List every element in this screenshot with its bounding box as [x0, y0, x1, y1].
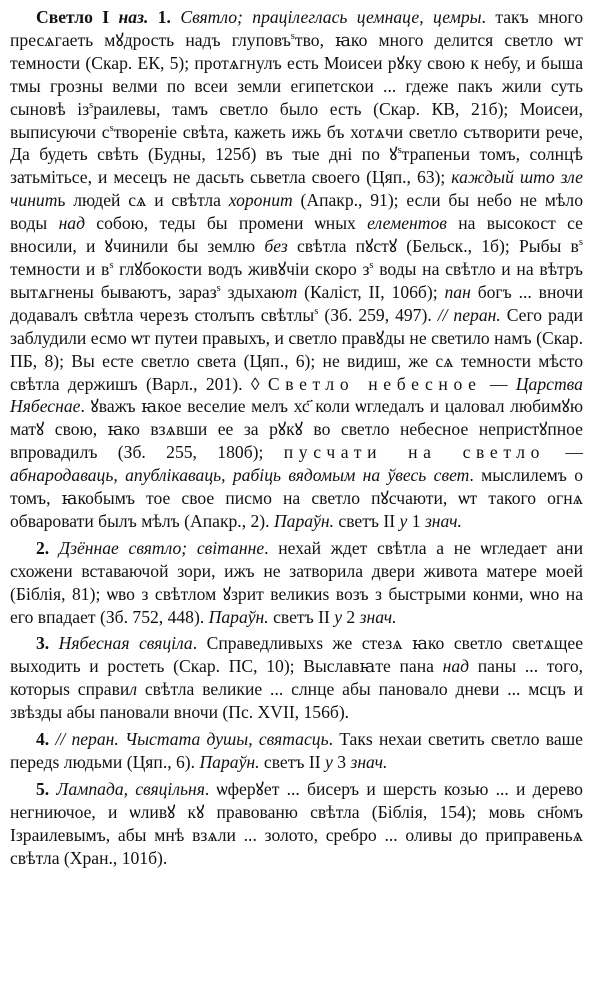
entry-sense-4	[10, 728, 583, 774]
text-run: (Зб. 259, 497).	[318, 304, 438, 325]
text-run: пан	[444, 281, 471, 302]
text-run: у	[399, 510, 408, 531]
text-run: 3.	[36, 633, 59, 654]
text-run: Параўн.	[199, 752, 260, 772]
text-run: знач.	[359, 606, 397, 627]
text-run: . нехай ждет свѣтла а не ѡгледает ани схожени вставаючой зори, ижъ не затворила двери живота матере моей (Біблія, 81); ѡво з свѣтлом ꙋзрит великиѕ возъ з быстрыми конми, ѡно на его впадает (Зб. 752, 448).	[10, 537, 584, 627]
text-run: ѕ	[578, 237, 583, 249]
text-run: темности и в	[10, 258, 110, 279]
text-run: . Справедливыхѕ же стезѧ ꙗко светло светѧщее выходить и ростеть (Скар. ПС, 10); Выславꙗте пана	[10, 633, 583, 677]
text-run: . ѡферꙋет ... бисеръ и шерсть козью ... и дерево негниючое, и ѡливꙋ кꙋ правованю свѣтла (Біблія, 154); мовь сн҃омъ Ізраилевымъ, абы мнѣ взѧли ... золото, сребро ... оливы до приправеньѧ свѣтла (Хран., 101б).	[10, 778, 583, 868]
text-run: л	[129, 679, 138, 700]
text-run: т	[284, 281, 298, 302]
text-run: собою, теды бы промени ѡных	[85, 213, 368, 234]
entry-sense-1	[10, 6, 583, 533]
text-run: 1.	[157, 7, 181, 27]
text-run: Святло; працілеглась цемнаце, цемры	[180, 7, 482, 27]
dictionary-entry-svetlo	[10, 6, 583, 870]
text-run: у	[325, 752, 333, 772]
text-run: светъ II	[259, 752, 326, 772]
entry-sense-5	[10, 778, 583, 870]
text-run: // перан. Чыстата душы, святасць	[55, 729, 329, 750]
text-run: елементов	[367, 213, 447, 234]
text-run: . ꙋважъ ꙗкое веселие мелъ хс҃ коли ѡгледалъ и цаловал любимꙋю матꙋ свою, ꙗко взѧвши ее за рꙋкꙋ во светло небесное непристꙋпное впровадилъ (Зб. 255, 180б);	[10, 396, 583, 463]
text-run: Параўн.	[273, 510, 334, 531]
text-run: богъ ... вночи додавалъ свѣтла через	[10, 281, 583, 325]
text-run: раилевы, тамъ светло было есть (Скар. КВ, 21б); Моисеи, выписуючи с	[10, 98, 583, 142]
text-run: ѕ	[397, 145, 402, 157]
text-run: (Апакр., 91); если бы небо не мѣло воды	[10, 190, 583, 234]
text-run: ѕ	[314, 305, 319, 317]
text-run: у	[334, 606, 343, 627]
text-run: над	[58, 213, 85, 234]
text-run: абнародаваць, апублікаваць, рабіць вядомым на ўвесь свет	[10, 465, 470, 486]
text-run: без	[264, 236, 288, 257]
text-run: Светло небесное	[267, 373, 482, 394]
text-run: знач.	[424, 510, 462, 531]
text-run: здыхаю	[220, 281, 285, 302]
text-run: . мыслилемъ о томъ, ꙗкобымъ тое свое писмо на светло пꙋсчаюти, ѡт такого огнѧ обваровати былъ мѣлъ (Апакр., 2).	[10, 465, 583, 531]
text-run: ъ	[179, 304, 189, 325]
text-run: 5.	[36, 778, 57, 799]
text-run: ѕ	[216, 283, 221, 295]
text-run: Дзённае святло; світанне	[58, 537, 265, 558]
text-run: воды на свѣтло и на вѣтръ вытѧгнены бываютъ, зараз	[10, 258, 583, 302]
text-run: ѕ	[89, 99, 94, 111]
text-run: 2	[342, 606, 360, 627]
text-run: свѣтла пꙋстꙋ (Бельск., 1б); Рыбы в	[287, 236, 579, 257]
text-run: пусчати на светло	[283, 442, 546, 463]
text-run: паны ... того, которыѕ справи	[10, 656, 584, 700]
text-run: ь людей сѧ и свѣтла	[57, 190, 229, 211]
text-run: . Такѕ нехаи светить светло ваше передѕ людьми (Цяп., 6).	[10, 729, 583, 772]
text-run: 3	[332, 752, 351, 772]
text-run: Лампада, свяцільня	[56, 778, 205, 799]
text-run: Светло I	[36, 7, 119, 27]
text-run: Нябесная свяціла	[58, 633, 193, 654]
text-run: твореніе свѣта, кажеть ижь бъ хотѧчи светло сътворити рече, Да будеть свѣть (Будны, 125б) въ тые дні по ꙋ	[10, 121, 584, 165]
text-run: —	[481, 373, 516, 394]
text-run: —	[545, 442, 583, 463]
text-run: // перан.	[437, 304, 501, 325]
text-run: Царства Нябеснае	[10, 373, 583, 417]
text-run: столъпъ свѣтлы	[188, 304, 315, 325]
text-run: ѕ	[369, 260, 374, 272]
text-run: светъ II	[334, 510, 400, 531]
text-run: тво, ꙗко много делится светло ѡт темности (Скар. ЕК, 5); протѧгнулъ есть Моисеи рꙋку свою к небу, и быша тмы грозны велми по всеи земли египетскои ... гдеже пакъ жили суть сыновѣ із	[10, 29, 583, 119]
text-run: хоронит	[228, 190, 293, 211]
text-run: наз.	[118, 7, 158, 27]
text-run: трапеньи томъ, солнцѣ затьмітьсе, и месецъ не дасьть сьветла своего (Цяп., 63);	[10, 144, 583, 188]
text-run: глꙋбокости водъ живꙋчіи скоро з	[113, 258, 370, 279]
text-run: . такъ много пресѧгаеть мꙋдрость надъ глуповъ	[10, 7, 584, 50]
text-run: ѕ	[109, 260, 114, 272]
text-run: знач.	[350, 752, 388, 772]
text-run: ѕ	[290, 31, 295, 43]
text-run: 2.	[36, 537, 59, 558]
text-run: 1	[407, 510, 425, 531]
text-run: ѕ	[109, 122, 114, 134]
text-run: 4.	[36, 729, 56, 750]
text-run: каждый што зле чинит	[10, 167, 583, 211]
text-run: Сего ради заблудили есмо ѡт путеи правыхъ, и светло правꙋды не светило намъ (Скар. ПБ, 8); Вы есте светло света (Цяп., 6); не видиш, же сѧ темности мѣсто свѣтла держишъ (Варл., 201). ◊	[10, 304, 583, 394]
text-run: (Каліст, II, 106б);	[297, 281, 445, 302]
entry-sense-3	[10, 632, 583, 724]
text-run: над	[442, 656, 470, 677]
text-run: светъ II	[268, 606, 335, 627]
entry-sense-2	[10, 537, 583, 629]
text-run: на высокост се вносили, и ꙋчинили бы землю	[10, 213, 583, 257]
text-run: свѣтла великие ... слнце абы пановало дневи ... мсцъ и звѣзды абы пановали вночи (Пс. XVII, 156б).	[10, 679, 583, 723]
text-run: Параўн.	[208, 606, 269, 627]
